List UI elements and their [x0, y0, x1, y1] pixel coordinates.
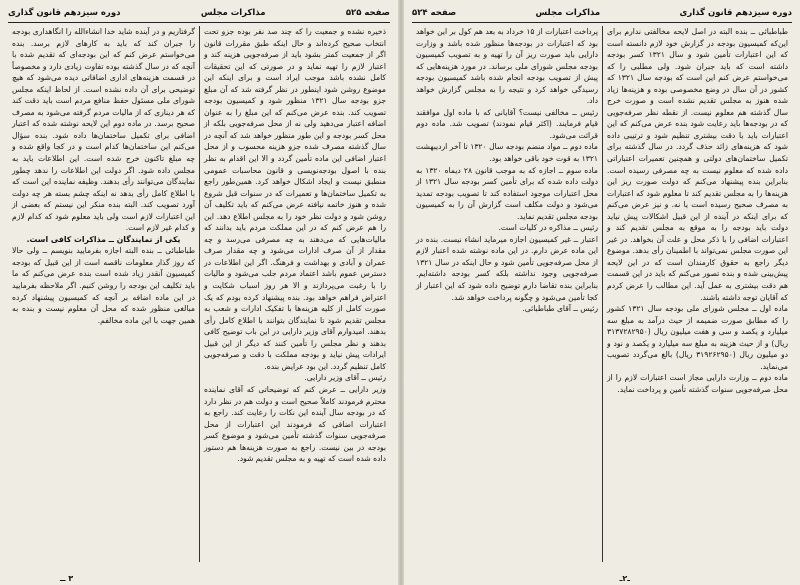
session-title: دوره سیزدهم قانون گذاری [679, 8, 792, 18]
text-column-left [8, 26, 199, 562]
page-columns [412, 26, 792, 574]
text-column-right [199, 26, 390, 562]
paragraph: پرداخت اعتبارات از ۱۵ خرداد به بعد هم کول بر این خواهد بود که اعتبارات در بودجه‌ها منظور شده باشد و وزارت دارایی باید صورت ریز آن را تهیه و به تصویب کمیسیون بودجه مجلس شورای ملی برساند. در مورد هزینه‌هایی که پیش از تصویب بودجه انجام شده باشد کمیسیون بودجه رسیدگی خواهد کرد و نتیجه را به مجلس گزارش خواهد داد. [416, 27, 598, 106]
paragraph: ذخیره نشده و جمعیت را که چند صد نفر بوده جزو تحت انتخاب صحیح کرده‌اند و حال اینکه طبق مقررات قانون اگر از جمعیت کمتر بشود باید از صرفه‌جویی هزینه کند و اعتبار لازم را تهیه نماید و در صورتی که این تحقیقات کامل نشده باشد موجب ایراد است و برای اینکه این موضوع روشن شود اینطور در نظر گرفته شد که آن مبلغ جزو بودجه سال ۱۳۲۱ منظور شود و کمیسیون بودجه تصویب کند. بنده عرض می‌کنم که این مبلغ را به عنوان اضافه اعتبار می‌دهید ولی نه از محل صرفه‌جویی بلکه از محل کسر بودجه و این طور منظور خواهد شد که آنچه در سال گذشته مصرف شده جزو هزینه محسوب و از محل اعتبار اضافی این ماده تأمین گردد و الا این اقدام به نظر بنده با اصول بودجه‌نویسی و قانون محاسبات عمومی منطبق نیست و ایجاد اشکال خواهد کرد. همین‌طور راجع به تکمیل ساختمان‌ها و تعمیرات که در سنوات قبل شروع شده و هنوز خاتمه نیافته عرض می‌کنم که باید تکلیف آن روشن شود و دولت نظر خود را به مجلس اطلاع دهد. این را هم عرض کنم که در این مملکت مردم باید بدانند که مالیات‌هایی که می‌دهند به چه مصرفی می‌رسد و چه مقدار از آن صرف ادارات می‌شود و چه مقدار صرف عمران و آبادی و بهداشت و فرهنگ. اگر این اطلاعات در دسترس عموم باشد اعتماد مردم جلب می‌شود و مالیات را با رغبت می‌پردازند و الا هر روز اسباب شکایت و اعتراض فراهم خواهد بود. بنده پیشنهاد کرده بودم که یک صورت کامل از کلیه هزینه‌ها با تفکیک ادارات و شعب به مجلس تقدیم شود تا نمایندگان بتوانند با اطلاع کامل رأی بدهند. امیدوارم آقای وزیر دارایی در این باب توضیح کافی بدهند و نظر مجلس را تأمین کنند که دیگر از این قبیل ایرادات پیش نیاید و بودجه مملکت با دقت و صرفه‌جویی کامل تنظیم گردد. این بود عرایض بنده. [204, 27, 386, 371]
page-header [8, 6, 390, 20]
journal-title: مذاکرات مجلس [200, 8, 266, 18]
paragraph: ماده سوم ــ اجازه که به موجب قانون ۲۸ دیماه ۱۳۲۰ به دولت داده شده که برای تأمین کسر بودجه سال ۱۳۲۱ از محل اعتبارات موجود استفاده کند تا تصویب بودجه تمدید می‌شود و دولت مکلف است گزارش آن را به کمیسیون بودجه مجلس تقدیم نماید. [416, 165, 598, 221]
paragraph: رئیس ــ مخالفی نیست؟ آقایانی که با ماده اول موافقند قیام فرمایند. (اکثر قیام نمودند) تصویب شد. ماده دوم قرائت می‌شود. [416, 107, 598, 140]
page-header [412, 6, 792, 20]
paragraph: رئیس ــ مذاکره در کلیات است. [498, 223, 598, 233]
paragraph: طباطبائی ــ بنده البته در اصل لایحه مخالفتی ندارم برای این‌که کمیسیون بودجه در گزارش خود لازم دانسته است که این اعتبارات تأمین شود و سال ۱۳۲۱ کسر بودجه داشته است که باید جبران شود. ولی مطلبی را که می‌خواستم عرض کنم این است که بودجه سال ۱۳۲۱ که کشور در آن سال در وضع مخصوصی بوده و هزینه‌ها زیاد شده هنوز به مجلس تقدیم نشده است و صورت خرج سال گذشته هم معلوم نیست. از نقطه نظر صرفه‌جویی که در بودجه‌ها باید رعایت شود بنده عرض می‌کنم که این اعتبارات باید با دقت بیشتری تنظیم شود و ترتیبی داده شود که هزینه‌های زائد حذف گردد. در سال گذشته برای تکمیل ساختمان‌های دولتی و همچنین تعمیرات اعتباراتی داده شده که معلوم نیست به چه مصرفی رسیده است. بنابراین بنده پیشنهاد می‌کنم که دولت صورت ریز این هزینه‌ها را به مجلس تقدیم کند تا معلوم شود که اعتبارات به مصرف صحیح رسیده است یا نه. و نیز عرض می‌کنم که برای اینکه در آینده از این قبیل اشکالات پیش نیاید دولت باید بودجه را به موقع به مجلس تقدیم کند و اعتبارات اضافی را با ذکر محل و علت آن بخواهد. در غیر این صورت مجلس نمی‌تواند با اطمینان رأی بدهد. موضوع دیگر راجع به حقوق کارمندان است که در این لایحه پیش‌بینی شده و بنده تصور می‌کنم که باید در این قسمت هم دقت بیشتری به عمل آید. این مطالب را عرض کردم که آقایان توجه داشته باشند. [607, 27, 788, 302]
page-footer-number: ـ۲ـ [619, 574, 630, 583]
page-525 [0, 0, 398, 585]
paragraph: طباطبائی ــ بنده البته اجازه بفرمایید بنویسم ــ ولی حالا که روز گذار معلومات ناقصه است از این قبیل که بودجه کمیسیون آنقدر زیاد شده است بنده عرض می‌کنم که ما باید تکلیف این بودجه را روشن کنیم. اگر ملاحظه بفرمایید در این ماده اضافه بر آنچه که کمیسیون پیشنهاد کرده مبالغی منظور شده که محل آن معلوم نیست و بنده به همین جهت با این ماده مخالفم. [12, 246, 195, 325]
session-title: دوره سیزدهم قانون گذاری [8, 8, 121, 18]
paragraph: گرفتاریم و در آینده شاید خدا انشاءالله را انگاهداری بودجه را جبران کند که باید به کارهای لازم برسد. بنده می‌خواستم عرض کنم که این بودجه‌ای که تقدیم شده با آنچه که در سال گذشته بوده تفاوت زیادی دارد و مخصوصاً در قسمت هزینه‌های اداری اضافاتی دیده می‌شود که هیچ توضیحی برای آن داده نشده است. از لحاظ اینکه مجلس شورای ملی مسئول حفظ منافع مردم است باید دقت کند که هر دیناری که از مالیات مردم گرفته می‌شود به مصرف صحیح برسد. در ماده دوم این لایحه نوشته شده که اعتبار اضافی برای تکمیل ساختمان‌ها داده شود. بنده سؤال می‌کنم این ساختمان‌ها کدام است و در کجا واقع شده و چه مبلغ تاکنون خرج شده است. این اطلاعات باید به مجلس داده شود. اگر دولت این اطلاعات را ندهد چطور نمایندگان می‌توانند رأی بدهند. وظیفه نماینده این است که با اطلاع کامل رأی بدهد نه اینکه چشم بسته هر چه دولت آورد تصویب کند. البته بنده منکر این نیستم که بعضی از این اعتبارات لازم است ولی باید معلوم شود که کدام لازم و کدام غیر لازم است. [12, 27, 195, 233]
paragraph: ماده اول ــ مجلس شورای ملی بودجه سال ۱۳۲۱ کشور را که مطابق صورت ضمیمه از حیث درآمد به مبلغ سه میلیارد و یکصد و سی و هفت میلیون ریال (۳۱۳۷۲۸۲۹۵۰ ریال) و از حیث هزینه به مبلغ سه میلیارد و یکصد و نود و دو میلیون ریال (۳۱۹۲۶۲۹۵۰ ریال) بالغ می‌گردد تصویب می‌نماید. [607, 304, 789, 371]
header-rule [412, 22, 792, 23]
text-column-right [602, 26, 792, 562]
paragraph-heading: یکی از نمایندگان ــ مذاکرات کافی است. [26, 234, 181, 244]
paragraph: وزیر دارایی ــ عرض کنم که توضیحاتی که آقای نماینده محترم فرمودند کاملاً صحیح است و دولت هم در نظر دارد که در بودجه سال آینده این نکات را رعایت کند. راجع به اعتبارات اضافی که فرمودند این اعتبارات از محل صرفه‌جویی سنوات گذشته تأمین می‌شود و موضوع کسر بودجه در بین نیست. راجع به صورت هزینه‌ها هم دستور داده شده است که تهیه و به مجلس تقدیم شود. [204, 384, 386, 464]
page-number-label: صفحه ۵۲۴ [412, 8, 457, 18]
text-column-left [412, 26, 602, 562]
page-524 [404, 0, 800, 585]
page-footer-number: ۳ ــ [60, 574, 74, 583]
page-columns [8, 26, 390, 574]
paragraph: ماده دوم ــ وزارت دارایی مجاز است اعتبارات لازم را از محل صرفه‌جویی سنوات گذشته تأمین و پرداخت نماید. [607, 373, 788, 394]
paragraph: رئیس ــ آقای وزیر دارایی. [304, 373, 386, 383]
paragraph: رئیس ــ آقای طباطبائی. [522, 304, 598, 314]
page-number-label: صفحه ۵۲۵ [345, 8, 390, 18]
paragraph: ماده دوم ــ مواد منضم بودجه سال ۱۳۲۰ تا آخر اردیبهشت ۱۳۲۱ به قوت خود باقی خواهد بود. [416, 142, 598, 164]
paragraph: اعتبار ــ غیر کمیسیون اجازه میرماید انشاء نیست. بنده در این ماده عرض دارم. در این ماده نوشته شده اعتبار لازم از محل صرفه‌جویی تأمین شود و حال اینکه در سال ۱۳۲۱ صرفه‌جویی وجود نداشته بلکه کسر بودجه داشته‌ایم. بنابراین بنده تقاضا دارم توضیح داده شود که این اعتبار از کجا تأمین می‌شود و چگونه پرداخت خواهد شد. [416, 234, 598, 302]
header-rule [8, 22, 390, 23]
journal-title: مذاکرات مجلس [535, 8, 601, 18]
